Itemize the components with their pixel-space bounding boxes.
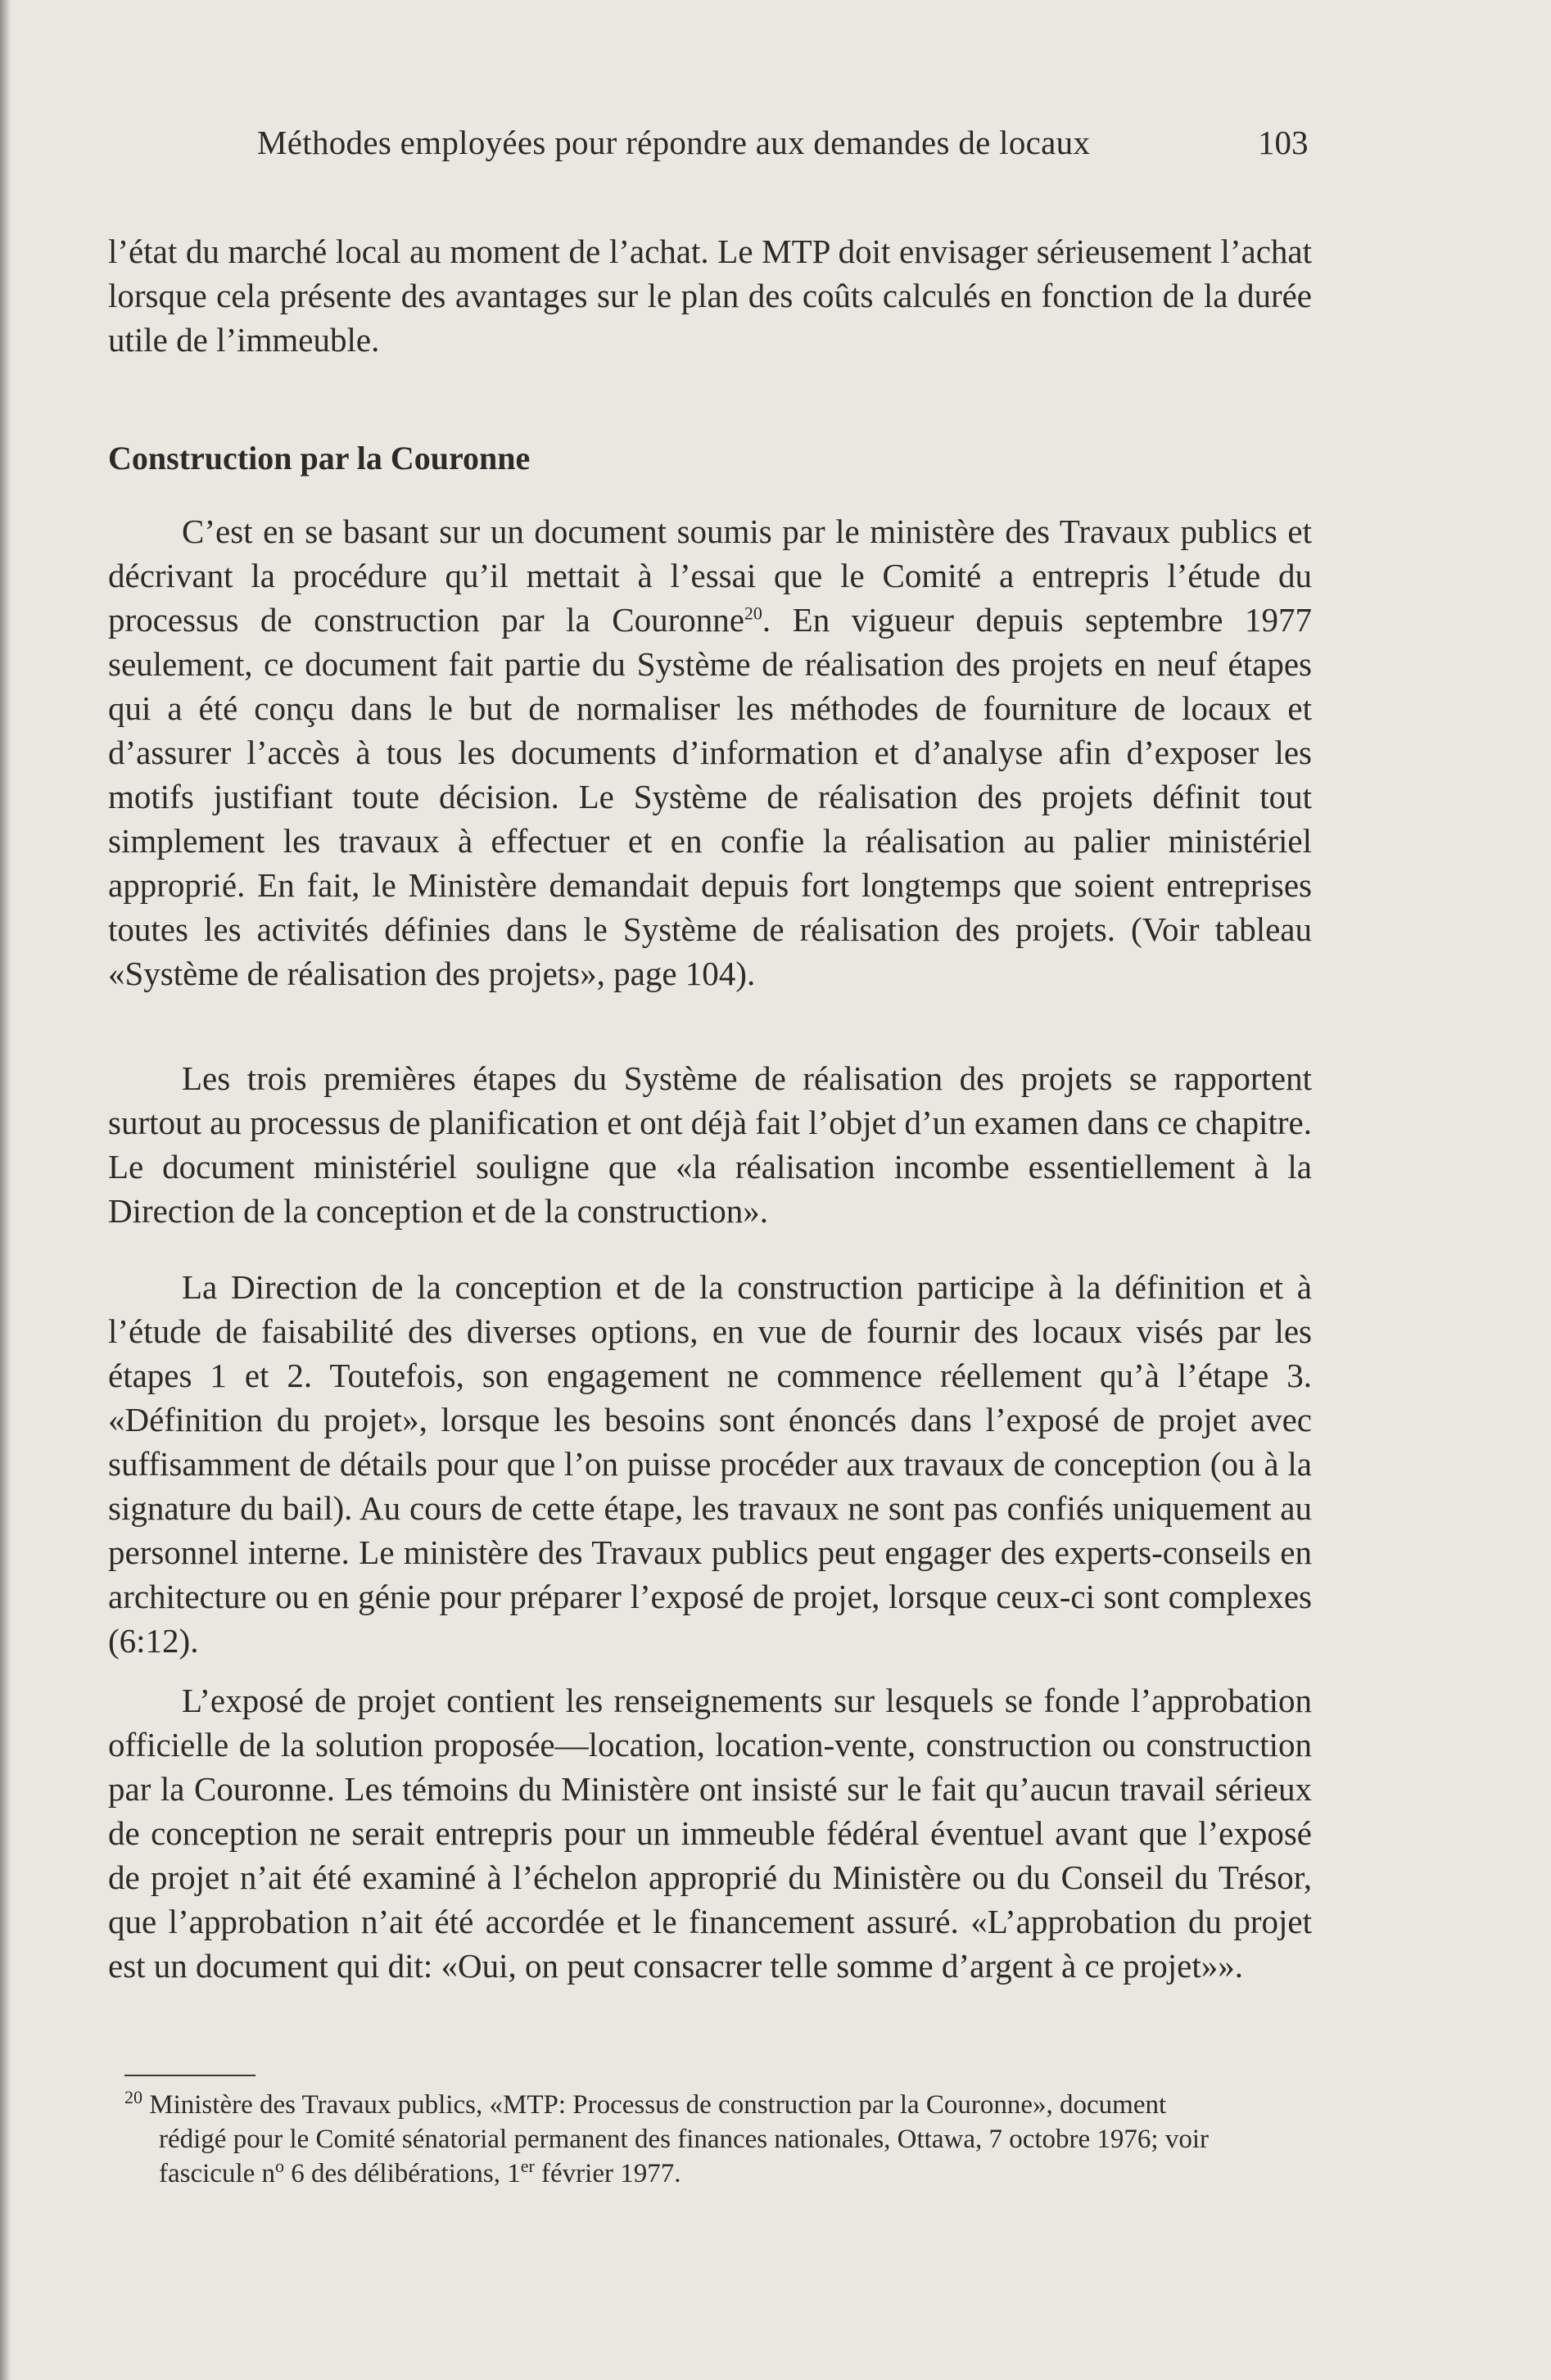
section-heading: Construction par la Couronne — [108, 440, 531, 476]
footnote-line-3-c: février 1977. — [534, 2159, 681, 2188]
footnote-line-2: rédigé pour le Comité sénatorial permanent des finances nationales, Ottawa, 7 octobre 1976; voir — [159, 2125, 1210, 2154]
paragraph-4: L’exposé de projet contient les renseignements sur lesquels se fonde l’approbation officielle de la solution proposée—location, location-vente, construction ou construction par la Couronne. Les témoins du Ministère ont insisté sur le fait qu’aucun travail sérieux de conception ne serait entrepris pour un immeuble fédéral éventuel avant que l’exposé de projet n’ait été examiné à l’échelon approprié du Ministère ou du Conseil du Trésor, que l’approbation n’ait été accordée et le financement assuré. «L’approbation du projet est un document qui dit: «Oui, on peut consacrer telle somme d’argent à ce projet»». — [108, 1682, 1312, 1985]
paragraph-1 — [108, 509, 1312, 996]
footnote-sup-premier: er — [520, 2156, 535, 2176]
page-number: 103 — [1258, 124, 1309, 161]
footnote-line-1: Ministère des Travaux publics, «MTP: Processus de construction par la Couronne», document — [149, 2090, 1167, 2120]
footnote-reference: 20 — [744, 603, 762, 624]
footnote-line-3 — [124, 2156, 1312, 2191]
footnote — [124, 2088, 1312, 2191]
paragraph-1-text-cont: . En vigueur depuis septembre 1977 seulement, ce document fait partie du Système de réalisation des projets en neuf étapes qui a été conçu dans le but de normaliser les méthodes de fourniture de locaux et d’assurer l’accès à tous les documents d’information et d’analyse afin d’exposer les motifs justifiant toute décision. Le Système de réalisation des projets définit tout simplement les travaux à effectuer et en confie la réalisation au palier ministériel approprié. En fait, le Ministère demandait depuis fort longtemps que soient entreprises toutes les activités définies dans le Système de réalisation des projets. (Voir tableau «Système de réalisation des projets», page 104). — [108, 601, 1312, 992]
footnote-line-3-b: 6 des délibérations, 1 — [284, 2159, 521, 2188]
paragraph-1-text: C’est en se basant sur un document soumis par le ministère des Travaux publics et décrivant la procédure qu’il mettait à l’essai que le Comité a entrepris l’étude du processus de construction par la Couronne — [108, 513, 1312, 639]
paragraph-3: La Direction de la conception et de la construction participe à la définition et à l’étude de faisabilité des diverses options, en vue de fournir des locaux visés par les étapes 1 et 2. Toutefois, son engagement ne commence réellement qu’à l’étape 3. «Définition du projet», lorsque les besoins sont énoncés dans l’exposé de projet avec suffisamment de détails pour que l’on puisse procéder aux travaux de conception (ou à la signature du bail). Au cours de cette étape, les travaux ne sont pas confiés uniquement au personnel interne. Le ministère des Travaux publics peut engager des experts-conseils en architecture ou en génie pour préparer l’exposé de projet, lorsque ceux-ci sont complexes (6:12). — [108, 1268, 1312, 1660]
footnote-marker: 20 — [124, 2087, 142, 2107]
running-header-title: Méthodes employées pour répondre aux demandes de locaux — [257, 124, 1091, 161]
footnote-line-3-a: fascicule n — [159, 2159, 276, 2188]
paragraph-2: Les trois premières étapes du Système de réalisation des projets se rapportent surtout au processus de planification et ont déjà fait l’objet d’un examen dans ce chapitre. Le document ministériel souligne que «la réalisation incombe essentiellement à la Direction de la conception et de la construction». — [108, 1059, 1312, 1230]
footnote-sup-numero: o — [275, 2156, 285, 2176]
page-binding-edge — [0, 0, 11, 2380]
footnote-divider — [124, 2075, 255, 2076]
intro-paragraph: l’état du marché local au moment de l’achat. Le MTP doit envisager sérieusement l’achat lorsque cela présente des avantages sur le plan des coûts calculés en fonction de la durée utile de l’immeuble. — [108, 233, 1312, 359]
